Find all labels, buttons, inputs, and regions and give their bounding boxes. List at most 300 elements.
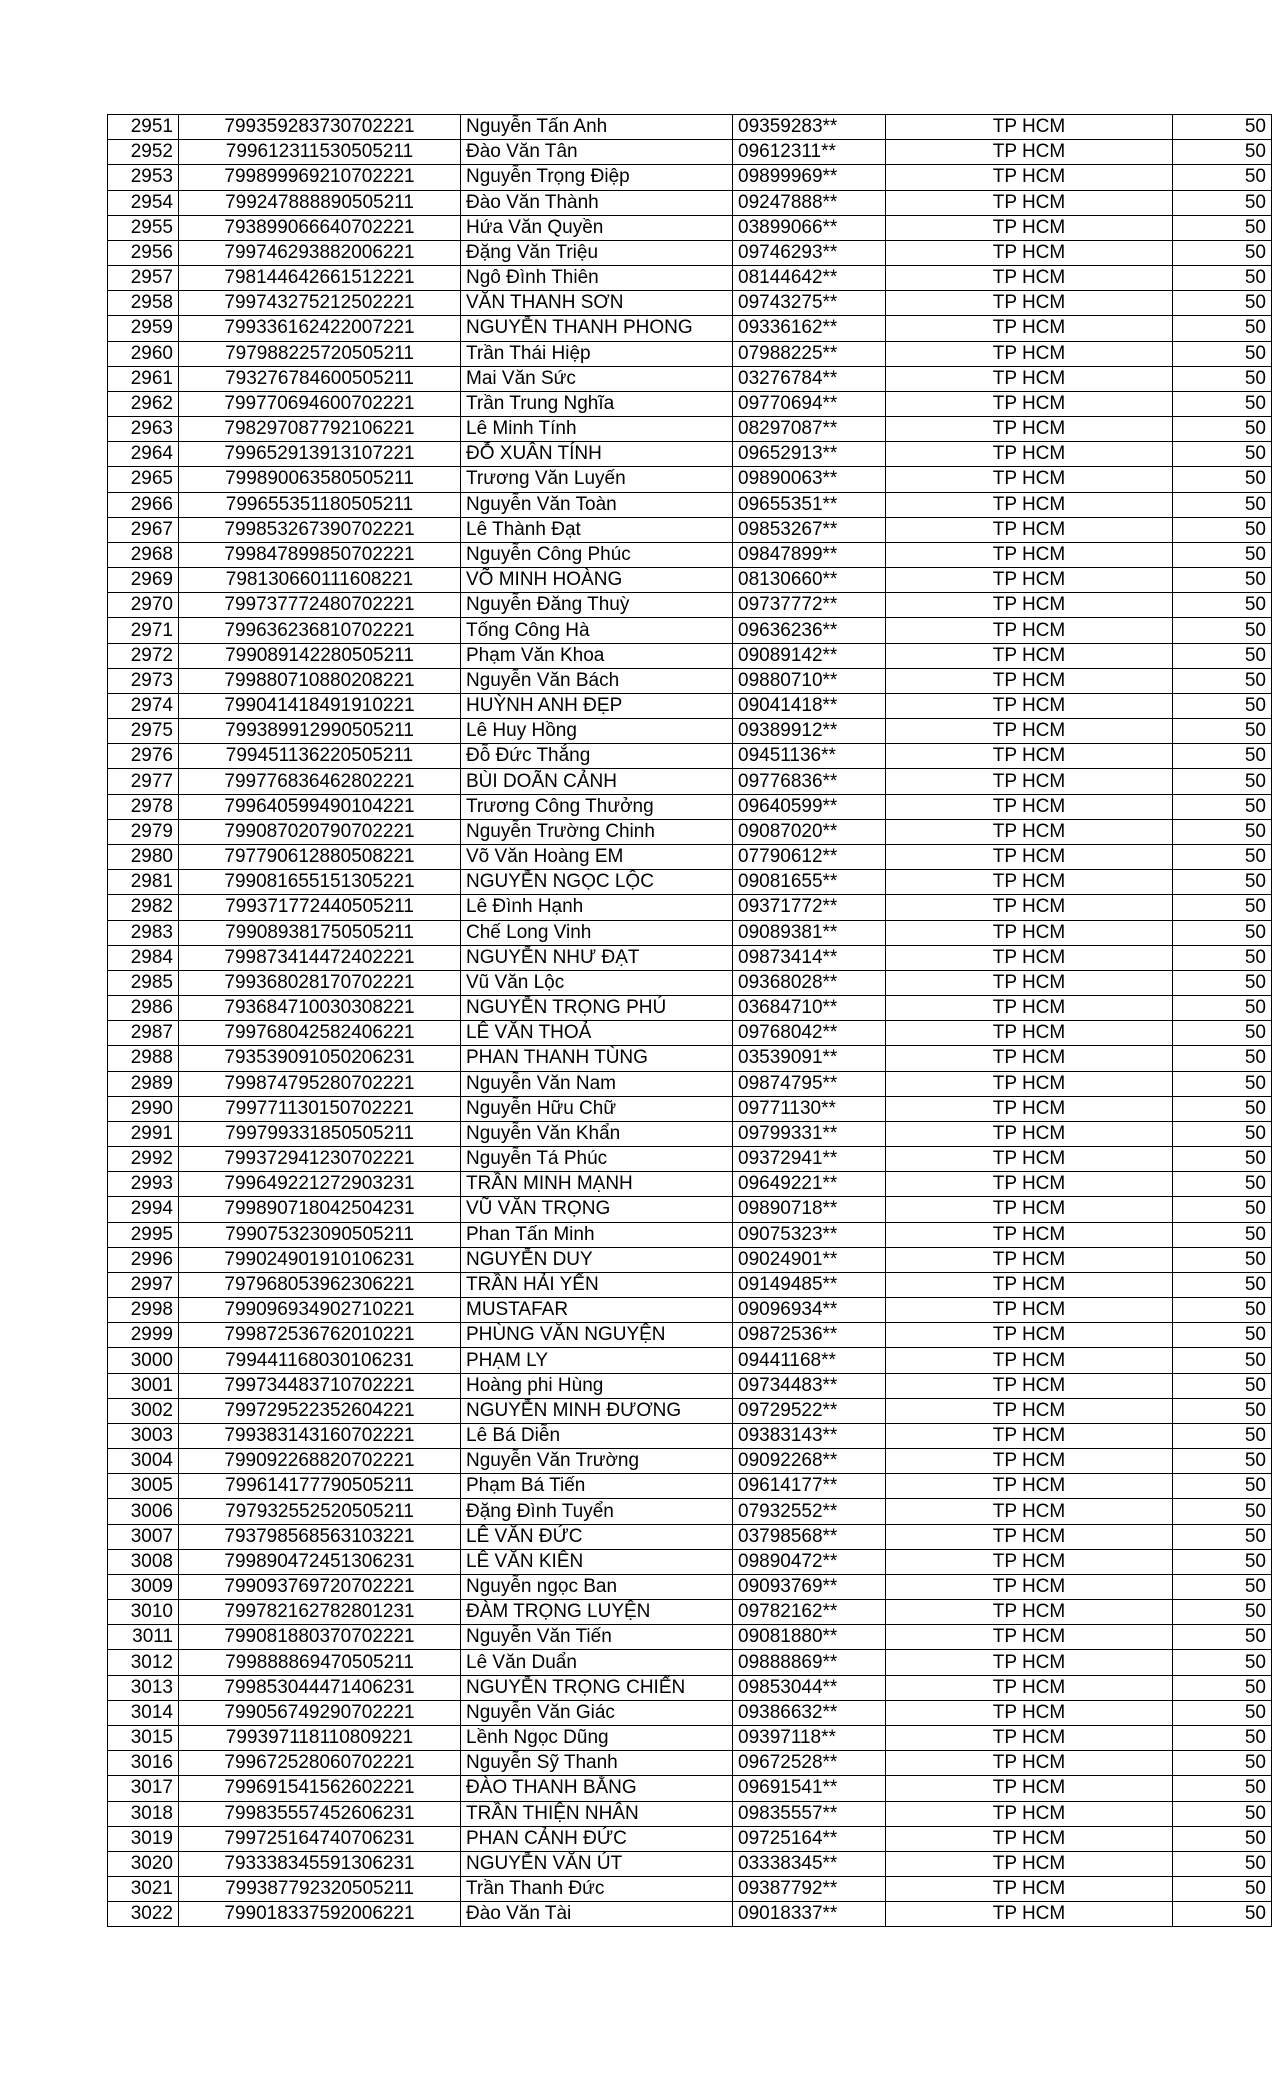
amount-cell: 50 bbox=[1173, 467, 1272, 492]
table-row bbox=[108, 945, 1272, 970]
phone-number-cell: 09691541** bbox=[733, 1776, 886, 1801]
phone-number-cell: 09872536** bbox=[733, 1323, 886, 1348]
transaction-code-cell: 799771130150702221 bbox=[179, 1096, 461, 1121]
person-name-cell: Mai Văn Sức bbox=[461, 366, 733, 391]
table-row bbox=[108, 1675, 1272, 1700]
city-cell: TP HCM bbox=[886, 593, 1173, 618]
table-row bbox=[108, 1524, 1272, 1549]
amount-cell: 50 bbox=[1173, 115, 1272, 140]
table-row bbox=[108, 442, 1272, 467]
person-name-cell: PHẠM LY bbox=[461, 1348, 733, 1373]
recipient-table bbox=[107, 114, 1272, 1927]
phone-number-cell: 09746293** bbox=[733, 240, 886, 265]
transaction-code-cell: 799397118110809221 bbox=[179, 1726, 461, 1751]
amount-cell: 50 bbox=[1173, 417, 1272, 442]
phone-number-cell: 09640599** bbox=[733, 794, 886, 819]
transaction-code-cell: 799092268820702221 bbox=[179, 1449, 461, 1474]
amount-cell: 50 bbox=[1173, 819, 1272, 844]
table-row bbox=[108, 1751, 1272, 1776]
phone-number-cell: 09899969** bbox=[733, 165, 886, 190]
table-row bbox=[108, 1902, 1272, 1927]
phone-number-cell: 03276784** bbox=[733, 366, 886, 391]
person-name-cell: Nguyễn Trọng Điệp bbox=[461, 165, 733, 190]
city-cell: TP HCM bbox=[886, 794, 1173, 819]
amount-cell: 50 bbox=[1173, 668, 1272, 693]
row-number-cell: 2962 bbox=[108, 391, 179, 416]
phone-number-cell: 09734483** bbox=[733, 1373, 886, 1398]
city-cell: TP HCM bbox=[886, 240, 1173, 265]
city-cell: TP HCM bbox=[886, 1902, 1173, 1927]
transaction-code-cell: 797790612880508221 bbox=[179, 844, 461, 869]
city-cell: TP HCM bbox=[886, 1071, 1173, 1096]
person-name-cell: LÊ VĂN ĐỨC bbox=[461, 1524, 733, 1549]
city-cell: TP HCM bbox=[886, 1298, 1173, 1323]
transaction-code-cell: 799368028170702221 bbox=[179, 970, 461, 995]
city-cell: TP HCM bbox=[886, 618, 1173, 643]
table-row bbox=[108, 291, 1272, 316]
transaction-code-cell: 799451136220505211 bbox=[179, 744, 461, 769]
amount-cell: 50 bbox=[1173, 1650, 1272, 1675]
person-name-cell: Đặng Đình Tuyển bbox=[461, 1499, 733, 1524]
row-number-cell: 2990 bbox=[108, 1096, 179, 1121]
row-number-cell: 2982 bbox=[108, 895, 179, 920]
table-row bbox=[108, 895, 1272, 920]
amount-cell: 50 bbox=[1173, 1801, 1272, 1826]
amount-cell: 50 bbox=[1173, 1625, 1272, 1650]
transaction-code-cell: 797988225720505211 bbox=[179, 341, 461, 366]
table-row bbox=[108, 794, 1272, 819]
city-cell: TP HCM bbox=[886, 492, 1173, 517]
city-cell: TP HCM bbox=[886, 1574, 1173, 1599]
transaction-code-cell: 799770694600702221 bbox=[179, 391, 461, 416]
amount-cell: 50 bbox=[1173, 1247, 1272, 1272]
transaction-code-cell: 799872536762010221 bbox=[179, 1323, 461, 1348]
phone-number-cell: 09075323** bbox=[733, 1222, 886, 1247]
table-row bbox=[108, 140, 1272, 165]
city-cell: TP HCM bbox=[886, 517, 1173, 542]
amount-cell: 50 bbox=[1173, 1298, 1272, 1323]
city-cell: TP HCM bbox=[886, 1600, 1173, 1625]
row-number-cell: 2989 bbox=[108, 1071, 179, 1096]
person-name-cell: Nguyễn Công Phúc bbox=[461, 542, 733, 567]
transaction-code-cell: 799075323090505211 bbox=[179, 1222, 461, 1247]
transaction-code-cell: 799890063580505211 bbox=[179, 467, 461, 492]
table-row bbox=[108, 1121, 1272, 1146]
row-number-cell: 3002 bbox=[108, 1398, 179, 1423]
amount-cell: 50 bbox=[1173, 1147, 1272, 1172]
person-name-cell: Nguyễn Văn Toàn bbox=[461, 492, 733, 517]
city-cell: TP HCM bbox=[886, 366, 1173, 391]
amount-cell: 50 bbox=[1173, 291, 1272, 316]
row-number-cell: 3015 bbox=[108, 1726, 179, 1751]
person-name-cell: Chế Long Vinh bbox=[461, 920, 733, 945]
row-number-cell: 2979 bbox=[108, 819, 179, 844]
transaction-code-cell: 799636236810702221 bbox=[179, 618, 461, 643]
person-name-cell: Tống Công Hà bbox=[461, 618, 733, 643]
phone-number-cell: 09018337** bbox=[733, 1902, 886, 1927]
city-cell: TP HCM bbox=[886, 467, 1173, 492]
phone-number-cell: 09096934** bbox=[733, 1298, 886, 1323]
amount-cell: 50 bbox=[1173, 945, 1272, 970]
person-name-cell: Nguyễn Văn Nam bbox=[461, 1071, 733, 1096]
table-row bbox=[108, 769, 1272, 794]
city-cell: TP HCM bbox=[886, 895, 1173, 920]
city-cell: TP HCM bbox=[886, 970, 1173, 995]
transaction-code-cell: 799734483710702221 bbox=[179, 1373, 461, 1398]
phone-number-cell: 09853044** bbox=[733, 1675, 886, 1700]
amount-cell: 50 bbox=[1173, 719, 1272, 744]
table-row bbox=[108, 1474, 1272, 1499]
phone-number-cell: 09089381** bbox=[733, 920, 886, 945]
transaction-code-cell: 799888869470505211 bbox=[179, 1650, 461, 1675]
person-name-cell: Nguyễn Văn Giác bbox=[461, 1700, 733, 1725]
row-number-cell: 2977 bbox=[108, 769, 179, 794]
transaction-code-cell: 793539091050206231 bbox=[179, 1046, 461, 1071]
table-row bbox=[108, 492, 1272, 517]
person-name-cell: Trương Công Thưởng bbox=[461, 794, 733, 819]
amount-cell: 50 bbox=[1173, 190, 1272, 215]
city-cell: TP HCM bbox=[886, 668, 1173, 693]
city-cell: TP HCM bbox=[886, 1046, 1173, 1071]
transaction-code-cell: 799081880370702221 bbox=[179, 1625, 461, 1650]
amount-cell: 50 bbox=[1173, 1474, 1272, 1499]
row-number-cell: 2992 bbox=[108, 1147, 179, 1172]
person-name-cell: HUỲNH ANH ĐẸP bbox=[461, 693, 733, 718]
row-number-cell: 3018 bbox=[108, 1801, 179, 1826]
person-name-cell: LÊ VĂN THOẢ bbox=[461, 1021, 733, 1046]
table-row bbox=[108, 618, 1272, 643]
phone-number-cell: 09737772** bbox=[733, 593, 886, 618]
table-row bbox=[108, 920, 1272, 945]
amount-cell: 50 bbox=[1173, 140, 1272, 165]
phone-number-cell: 09087020** bbox=[733, 819, 886, 844]
city-cell: TP HCM bbox=[886, 1348, 1173, 1373]
phone-number-cell: 09880710** bbox=[733, 668, 886, 693]
amount-cell: 50 bbox=[1173, 492, 1272, 517]
person-name-cell: Phan Tấn Minh bbox=[461, 1222, 733, 1247]
city-cell: TP HCM bbox=[886, 291, 1173, 316]
transaction-code-cell: 799614177790505211 bbox=[179, 1474, 461, 1499]
person-name-cell: Đặng Văn Triệu bbox=[461, 240, 733, 265]
table-row bbox=[108, 870, 1272, 895]
transaction-code-cell: 799691541562602221 bbox=[179, 1776, 461, 1801]
person-name-cell: Nguyễn Văn Tiến bbox=[461, 1625, 733, 1650]
table-row bbox=[108, 215, 1272, 240]
table-row bbox=[108, 1071, 1272, 1096]
city-cell: TP HCM bbox=[886, 1474, 1173, 1499]
person-name-cell: BÙI DOÃN CẢNH bbox=[461, 769, 733, 794]
amount-cell: 50 bbox=[1173, 366, 1272, 391]
transaction-code-cell: 799024901910106231 bbox=[179, 1247, 461, 1272]
person-name-cell: NGUYỄN NHƯ ĐẠT bbox=[461, 945, 733, 970]
transaction-code-cell: 799441168030106231 bbox=[179, 1348, 461, 1373]
person-name-cell: Lê Huy Hồng bbox=[461, 719, 733, 744]
table-row bbox=[108, 1726, 1272, 1751]
table-row bbox=[108, 190, 1272, 215]
phone-number-cell: 09771130** bbox=[733, 1096, 886, 1121]
row-number-cell: 3009 bbox=[108, 1574, 179, 1599]
row-number-cell: 2973 bbox=[108, 668, 179, 693]
phone-number-cell: 09612311** bbox=[733, 140, 886, 165]
transaction-code-cell: 799359283730702221 bbox=[179, 115, 461, 140]
table-row bbox=[108, 115, 1272, 140]
table-row bbox=[108, 1398, 1272, 1423]
city-cell: TP HCM bbox=[886, 643, 1173, 668]
phone-number-cell: 09081655** bbox=[733, 870, 886, 895]
transaction-code-cell: 799890718042504231 bbox=[179, 1197, 461, 1222]
amount-cell: 50 bbox=[1173, 1726, 1272, 1751]
amount-cell: 50 bbox=[1173, 1197, 1272, 1222]
amount-cell: 50 bbox=[1173, 1172, 1272, 1197]
amount-cell: 50 bbox=[1173, 1600, 1272, 1625]
table-row bbox=[108, 1373, 1272, 1398]
row-number-cell: 2988 bbox=[108, 1046, 179, 1071]
transaction-code-cell: 799096934902710221 bbox=[179, 1298, 461, 1323]
transaction-code-cell: 799874795280702221 bbox=[179, 1071, 461, 1096]
phone-number-cell: 09441168** bbox=[733, 1348, 886, 1373]
row-number-cell: 2959 bbox=[108, 316, 179, 341]
amount-cell: 50 bbox=[1173, 1021, 1272, 1046]
person-name-cell: VĂN THANH SƠN bbox=[461, 291, 733, 316]
table-row bbox=[108, 366, 1272, 391]
phone-number-cell: 09672528** bbox=[733, 1751, 886, 1776]
amount-cell: 50 bbox=[1173, 165, 1272, 190]
city-cell: TP HCM bbox=[886, 1398, 1173, 1423]
table-row bbox=[108, 1172, 1272, 1197]
amount-cell: 50 bbox=[1173, 1877, 1272, 1902]
city-cell: TP HCM bbox=[886, 744, 1173, 769]
amount-cell: 50 bbox=[1173, 568, 1272, 593]
city-cell: TP HCM bbox=[886, 568, 1173, 593]
table-row bbox=[108, 1222, 1272, 1247]
amount-cell: 50 bbox=[1173, 769, 1272, 794]
phone-number-cell: 09890718** bbox=[733, 1197, 886, 1222]
person-name-cell: Trương Văn Luyến bbox=[461, 467, 733, 492]
row-number-cell: 2986 bbox=[108, 996, 179, 1021]
amount-cell: 50 bbox=[1173, 618, 1272, 643]
transaction-code-cell: 799746293882006221 bbox=[179, 240, 461, 265]
phone-number-cell: 09386632** bbox=[733, 1700, 886, 1725]
phone-number-cell: 08144642** bbox=[733, 266, 886, 291]
person-name-cell: VŨ VĂN TRỌNG bbox=[461, 1197, 733, 1222]
person-name-cell: Lê Thành Đạt bbox=[461, 517, 733, 542]
person-name-cell: Nguyễn Trường Chinh bbox=[461, 819, 733, 844]
table-row bbox=[108, 1851, 1272, 1876]
row-number-cell: 2954 bbox=[108, 190, 179, 215]
amount-cell: 50 bbox=[1173, 316, 1272, 341]
row-number-cell: 2983 bbox=[108, 920, 179, 945]
amount-cell: 50 bbox=[1173, 266, 1272, 291]
city-cell: TP HCM bbox=[886, 996, 1173, 1021]
transaction-code-cell: 799018337592006221 bbox=[179, 1902, 461, 1927]
phone-number-cell: 09652913** bbox=[733, 442, 886, 467]
row-number-cell: 3016 bbox=[108, 1751, 179, 1776]
row-number-cell: 3006 bbox=[108, 1499, 179, 1524]
amount-cell: 50 bbox=[1173, 391, 1272, 416]
transaction-code-cell: 799743275212502221 bbox=[179, 291, 461, 316]
city-cell: TP HCM bbox=[886, 1801, 1173, 1826]
row-number-cell: 2981 bbox=[108, 870, 179, 895]
table-body bbox=[108, 115, 1272, 1927]
table-row bbox=[108, 819, 1272, 844]
table-row bbox=[108, 1449, 1272, 1474]
transaction-code-cell: 793338345591306231 bbox=[179, 1851, 461, 1876]
city-cell: TP HCM bbox=[886, 1222, 1173, 1247]
transaction-code-cell: 793899066640702221 bbox=[179, 215, 461, 240]
row-number-cell: 3014 bbox=[108, 1700, 179, 1725]
amount-cell: 50 bbox=[1173, 1272, 1272, 1297]
row-number-cell: 2999 bbox=[108, 1323, 179, 1348]
amount-cell: 50 bbox=[1173, 517, 1272, 542]
city-cell: TP HCM bbox=[886, 316, 1173, 341]
phone-number-cell: 09389912** bbox=[733, 719, 886, 744]
row-number-cell: 3005 bbox=[108, 1474, 179, 1499]
city-cell: TP HCM bbox=[886, 1272, 1173, 1297]
person-name-cell: Nguyễn Tấn Anh bbox=[461, 115, 733, 140]
person-name-cell: TRẦN THIỆN NHÂN bbox=[461, 1801, 733, 1826]
phone-number-cell: 09371772** bbox=[733, 895, 886, 920]
amount-cell: 50 bbox=[1173, 1449, 1272, 1474]
table-row bbox=[108, 643, 1272, 668]
row-number-cell: 3022 bbox=[108, 1902, 179, 1927]
person-name-cell: ĐÀM TRỌNG LUYỆN bbox=[461, 1600, 733, 1625]
row-number-cell: 3021 bbox=[108, 1877, 179, 1902]
phone-number-cell: 09092268** bbox=[733, 1449, 886, 1474]
amount-cell: 50 bbox=[1173, 1046, 1272, 1071]
phone-number-cell: 09649221** bbox=[733, 1172, 886, 1197]
transaction-code-cell: 799899969210702221 bbox=[179, 165, 461, 190]
row-number-cell: 2960 bbox=[108, 341, 179, 366]
city-cell: TP HCM bbox=[886, 1373, 1173, 1398]
row-number-cell: 2985 bbox=[108, 970, 179, 995]
city-cell: TP HCM bbox=[886, 542, 1173, 567]
amount-cell: 50 bbox=[1173, 1096, 1272, 1121]
table-row bbox=[108, 1700, 1272, 1725]
table-row bbox=[108, 1096, 1272, 1121]
person-name-cell: Hoàng phi Hùng bbox=[461, 1373, 733, 1398]
transaction-code-cell: 799612311530505211 bbox=[179, 140, 461, 165]
phone-number-cell: 09835557** bbox=[733, 1801, 886, 1826]
transaction-code-cell: 799835557452606231 bbox=[179, 1801, 461, 1826]
phone-number-cell: 09743275** bbox=[733, 291, 886, 316]
person-name-cell: Đào Văn Tân bbox=[461, 140, 733, 165]
city-cell: TP HCM bbox=[886, 417, 1173, 442]
phone-number-cell: 09873414** bbox=[733, 945, 886, 970]
phone-number-cell: 09093769** bbox=[733, 1574, 886, 1599]
row-number-cell: 2951 bbox=[108, 115, 179, 140]
table-row bbox=[108, 1147, 1272, 1172]
amount-cell: 50 bbox=[1173, 970, 1272, 995]
phone-number-cell: 09081880** bbox=[733, 1625, 886, 1650]
person-name-cell: Nguyễn Sỹ Thanh bbox=[461, 1751, 733, 1776]
person-name-cell: Đào Văn Tài bbox=[461, 1902, 733, 1927]
table-row bbox=[108, 668, 1272, 693]
transaction-code-cell: 799649221272903231 bbox=[179, 1172, 461, 1197]
phone-number-cell: 09770694** bbox=[733, 391, 886, 416]
phone-number-cell: 03684710** bbox=[733, 996, 886, 1021]
phone-number-cell: 09383143** bbox=[733, 1423, 886, 1448]
person-name-cell: Vũ Văn Lộc bbox=[461, 970, 733, 995]
city-cell: TP HCM bbox=[886, 215, 1173, 240]
row-number-cell: 2974 bbox=[108, 693, 179, 718]
row-number-cell: 3017 bbox=[108, 1776, 179, 1801]
row-number-cell: 3000 bbox=[108, 1348, 179, 1373]
table-row bbox=[108, 593, 1272, 618]
row-number-cell: 3013 bbox=[108, 1675, 179, 1700]
transaction-code-cell: 799890472451306231 bbox=[179, 1549, 461, 1574]
phone-number-cell: 09451136** bbox=[733, 744, 886, 769]
city-cell: TP HCM bbox=[886, 1247, 1173, 1272]
transaction-code-cell: 798130660111608221 bbox=[179, 568, 461, 593]
transaction-code-cell: 799089381750505211 bbox=[179, 920, 461, 945]
table-row bbox=[108, 844, 1272, 869]
transaction-code-cell: 793684710030308221 bbox=[179, 996, 461, 1021]
phone-number-cell: 09359283** bbox=[733, 115, 886, 140]
table-row bbox=[108, 1549, 1272, 1574]
person-name-cell: Trần Thanh Đức bbox=[461, 1877, 733, 1902]
transaction-code-cell: 799729522352604221 bbox=[179, 1398, 461, 1423]
phone-number-cell: 09636236** bbox=[733, 618, 886, 643]
phone-number-cell: 09655351** bbox=[733, 492, 886, 517]
row-number-cell: 3020 bbox=[108, 1851, 179, 1876]
person-name-cell: ĐÀO THANH BẰNG bbox=[461, 1776, 733, 1801]
person-name-cell: Nguyễn ngọc Ban bbox=[461, 1574, 733, 1599]
table-row bbox=[108, 693, 1272, 718]
phone-number-cell: 09776836** bbox=[733, 769, 886, 794]
person-name-cell: TRẦN HẢI YẾN bbox=[461, 1272, 733, 1297]
table-row bbox=[108, 719, 1272, 744]
city-cell: TP HCM bbox=[886, 1121, 1173, 1146]
row-number-cell: 2957 bbox=[108, 266, 179, 291]
transaction-code-cell: 799247888890505211 bbox=[179, 190, 461, 215]
row-number-cell: 2965 bbox=[108, 467, 179, 492]
phone-number-cell: 09888869** bbox=[733, 1650, 886, 1675]
city-cell: TP HCM bbox=[886, 920, 1173, 945]
row-number-cell: 2963 bbox=[108, 417, 179, 442]
row-number-cell: 2972 bbox=[108, 643, 179, 668]
transaction-code-cell: 799799331850505211 bbox=[179, 1121, 461, 1146]
row-number-cell: 2966 bbox=[108, 492, 179, 517]
table-row bbox=[108, 1046, 1272, 1071]
amount-cell: 50 bbox=[1173, 844, 1272, 869]
row-number-cell: 3011 bbox=[108, 1625, 179, 1650]
table-row bbox=[108, 240, 1272, 265]
city-cell: TP HCM bbox=[886, 693, 1173, 718]
row-number-cell: 2987 bbox=[108, 1021, 179, 1046]
amount-cell: 50 bbox=[1173, 1121, 1272, 1146]
person-name-cell: TRẦN MINH MẠNH bbox=[461, 1172, 733, 1197]
table-row bbox=[108, 1650, 1272, 1675]
phone-number-cell: 07988225** bbox=[733, 341, 886, 366]
table-row bbox=[108, 1600, 1272, 1625]
city-cell: TP HCM bbox=[886, 844, 1173, 869]
table-row bbox=[108, 1574, 1272, 1599]
amount-cell: 50 bbox=[1173, 1423, 1272, 1448]
transaction-code-cell: 799056749290702221 bbox=[179, 1700, 461, 1725]
city-cell: TP HCM bbox=[886, 1675, 1173, 1700]
table-row bbox=[108, 1247, 1272, 1272]
amount-cell: 50 bbox=[1173, 1348, 1272, 1373]
person-name-cell: Đào Văn Thành bbox=[461, 190, 733, 215]
phone-number-cell: 09336162** bbox=[733, 316, 886, 341]
transaction-code-cell: 799640599490104221 bbox=[179, 794, 461, 819]
transaction-code-cell: 799372941230702221 bbox=[179, 1147, 461, 1172]
table-row bbox=[108, 316, 1272, 341]
phone-number-cell: 09024901** bbox=[733, 1247, 886, 1272]
person-name-cell: MUSTAFAR bbox=[461, 1298, 733, 1323]
row-number-cell: 2995 bbox=[108, 1222, 179, 1247]
city-cell: TP HCM bbox=[886, 1751, 1173, 1776]
